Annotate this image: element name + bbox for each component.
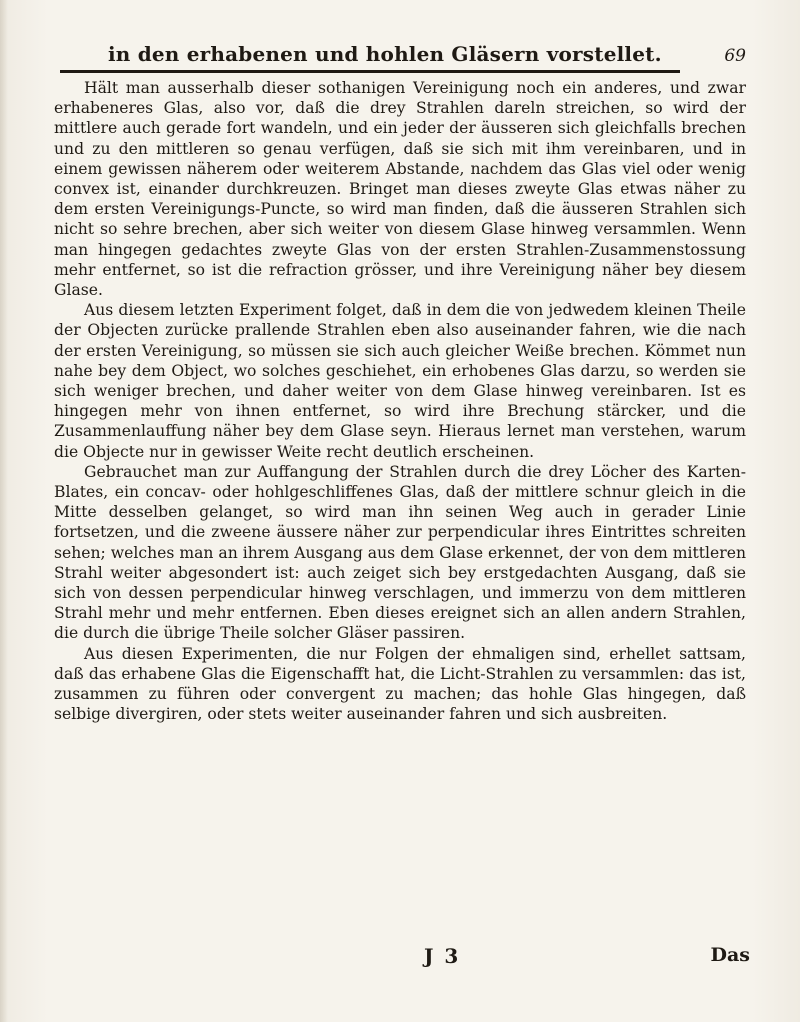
paragraph-3: Gebrauchet man zur Auffangung der Strahlen durch die drey Löcher des Karten-Blates, ein concav- oder hohlgeschliffenes Glas, daß der mittlere schnur gleich in die Mitte desselben gelanget, so wird man ihn seinen Weg auch in gerader Linie fortsetzen, und die zweene äussere näher zur perpendicular ihres Eintrittes schreiten sehen; welches man an ihrem Ausgang aus dem Glase erkennet, der von dem mittleren Strahl weiter abgesondert ist: auch zeiget sich bey erstgedachten Ausgang, daß sie sich von dessen perpendicular hinweg verschlagen, und immerzu von dem mittleren Strahl mehr und mehr entfernen. Eben dieses ereignet sich an allen andern Strahlen, die durch die übrige Theile solcher Gläser passiren. — [54, 462, 746, 643]
paragraph-2: Aus diesem letzten Experiment folget, daß in dem die von jedwedem kleinen Theile der Objecten zurücke prallende Strahlen eben also auseinander fahren, wie die nach der ersten Vereinigung, so müssen sie sich auch gleicher Weiße brechen. Kömmet nun nahe bey dem Object, wo solches geschiehet, ein erhobenes Glas darzu, so werden sie sich weniger brechen, und daher weiter von dem Glase hinweg vereinbaren. Ist es hingegen mehr von ihnen entfernet, so wird ihre Brechung stärcker, und die Zusammenlauffung näher bey dem Glase seyn. Hieraus lernet man verstehen, warum die Objecte nur in gewisser Weite recht deutlich erscheinen. — [54, 301, 746, 461]
page-edge-shadow — [0, 0, 8, 1022]
body-text — [54, 78, 746, 725]
paragraph-1: Hält man ausserhalb dieser sothanigen Vereinigung noch ein anderes, und zwar erhabeneres Glas, also vor, daß die drey Strahlen dareln streichen, so wird der mittlere auch gerade fort wandeln, und ein jeder der äusseren sich gleichfalls brechen und zu den mittleren so genau verfügen, daß sie sich mit ihm vereinbaren, und in einem gewissen näherem oder weiterem Abstande, nachdem das Glas viel oder wenig convex ist, einander durchkreuzen. Bringet man dieses zweyte Glas etwas näher zu dem ersten Vereinigungs-Puncte, so wird man finden, daß die äusseren Strahlen sich nicht so sehre brechen, aber sich weiter von diesem Glase hinweg versammlen. Wenn man hingegen gedachtes zweyte Glas von der ersten Strahlen-Zusammenstossung mehr entfernet, so ist die refraction grösser, und ihre Vereinigung näher bey diesem Glase. — [54, 79, 746, 300]
running-title: in den erhabenen und hohlen Gläsern vorstellet. — [108, 42, 662, 66]
page-number: 69 — [724, 46, 746, 66]
paragraph-4: Aus diesen Experimenten, die nur Folgen der ehmaligen sind, erhellet sattsam, daß das erhabene Glas die Eigenschafft hat, die Licht-Strahlen zu versammlen: das ist, zusammen zu führen oder convergent zu machen; das hohle Glas hingegen, daß selbige divergiren, oder stets weiter auseinander fahren und sich ausbreiten. — [54, 644, 746, 724]
catchword: Das — [710, 944, 750, 966]
header-rule — [60, 70, 680, 73]
running-header — [60, 38, 760, 72]
signature-mark: J 3 — [424, 944, 461, 968]
